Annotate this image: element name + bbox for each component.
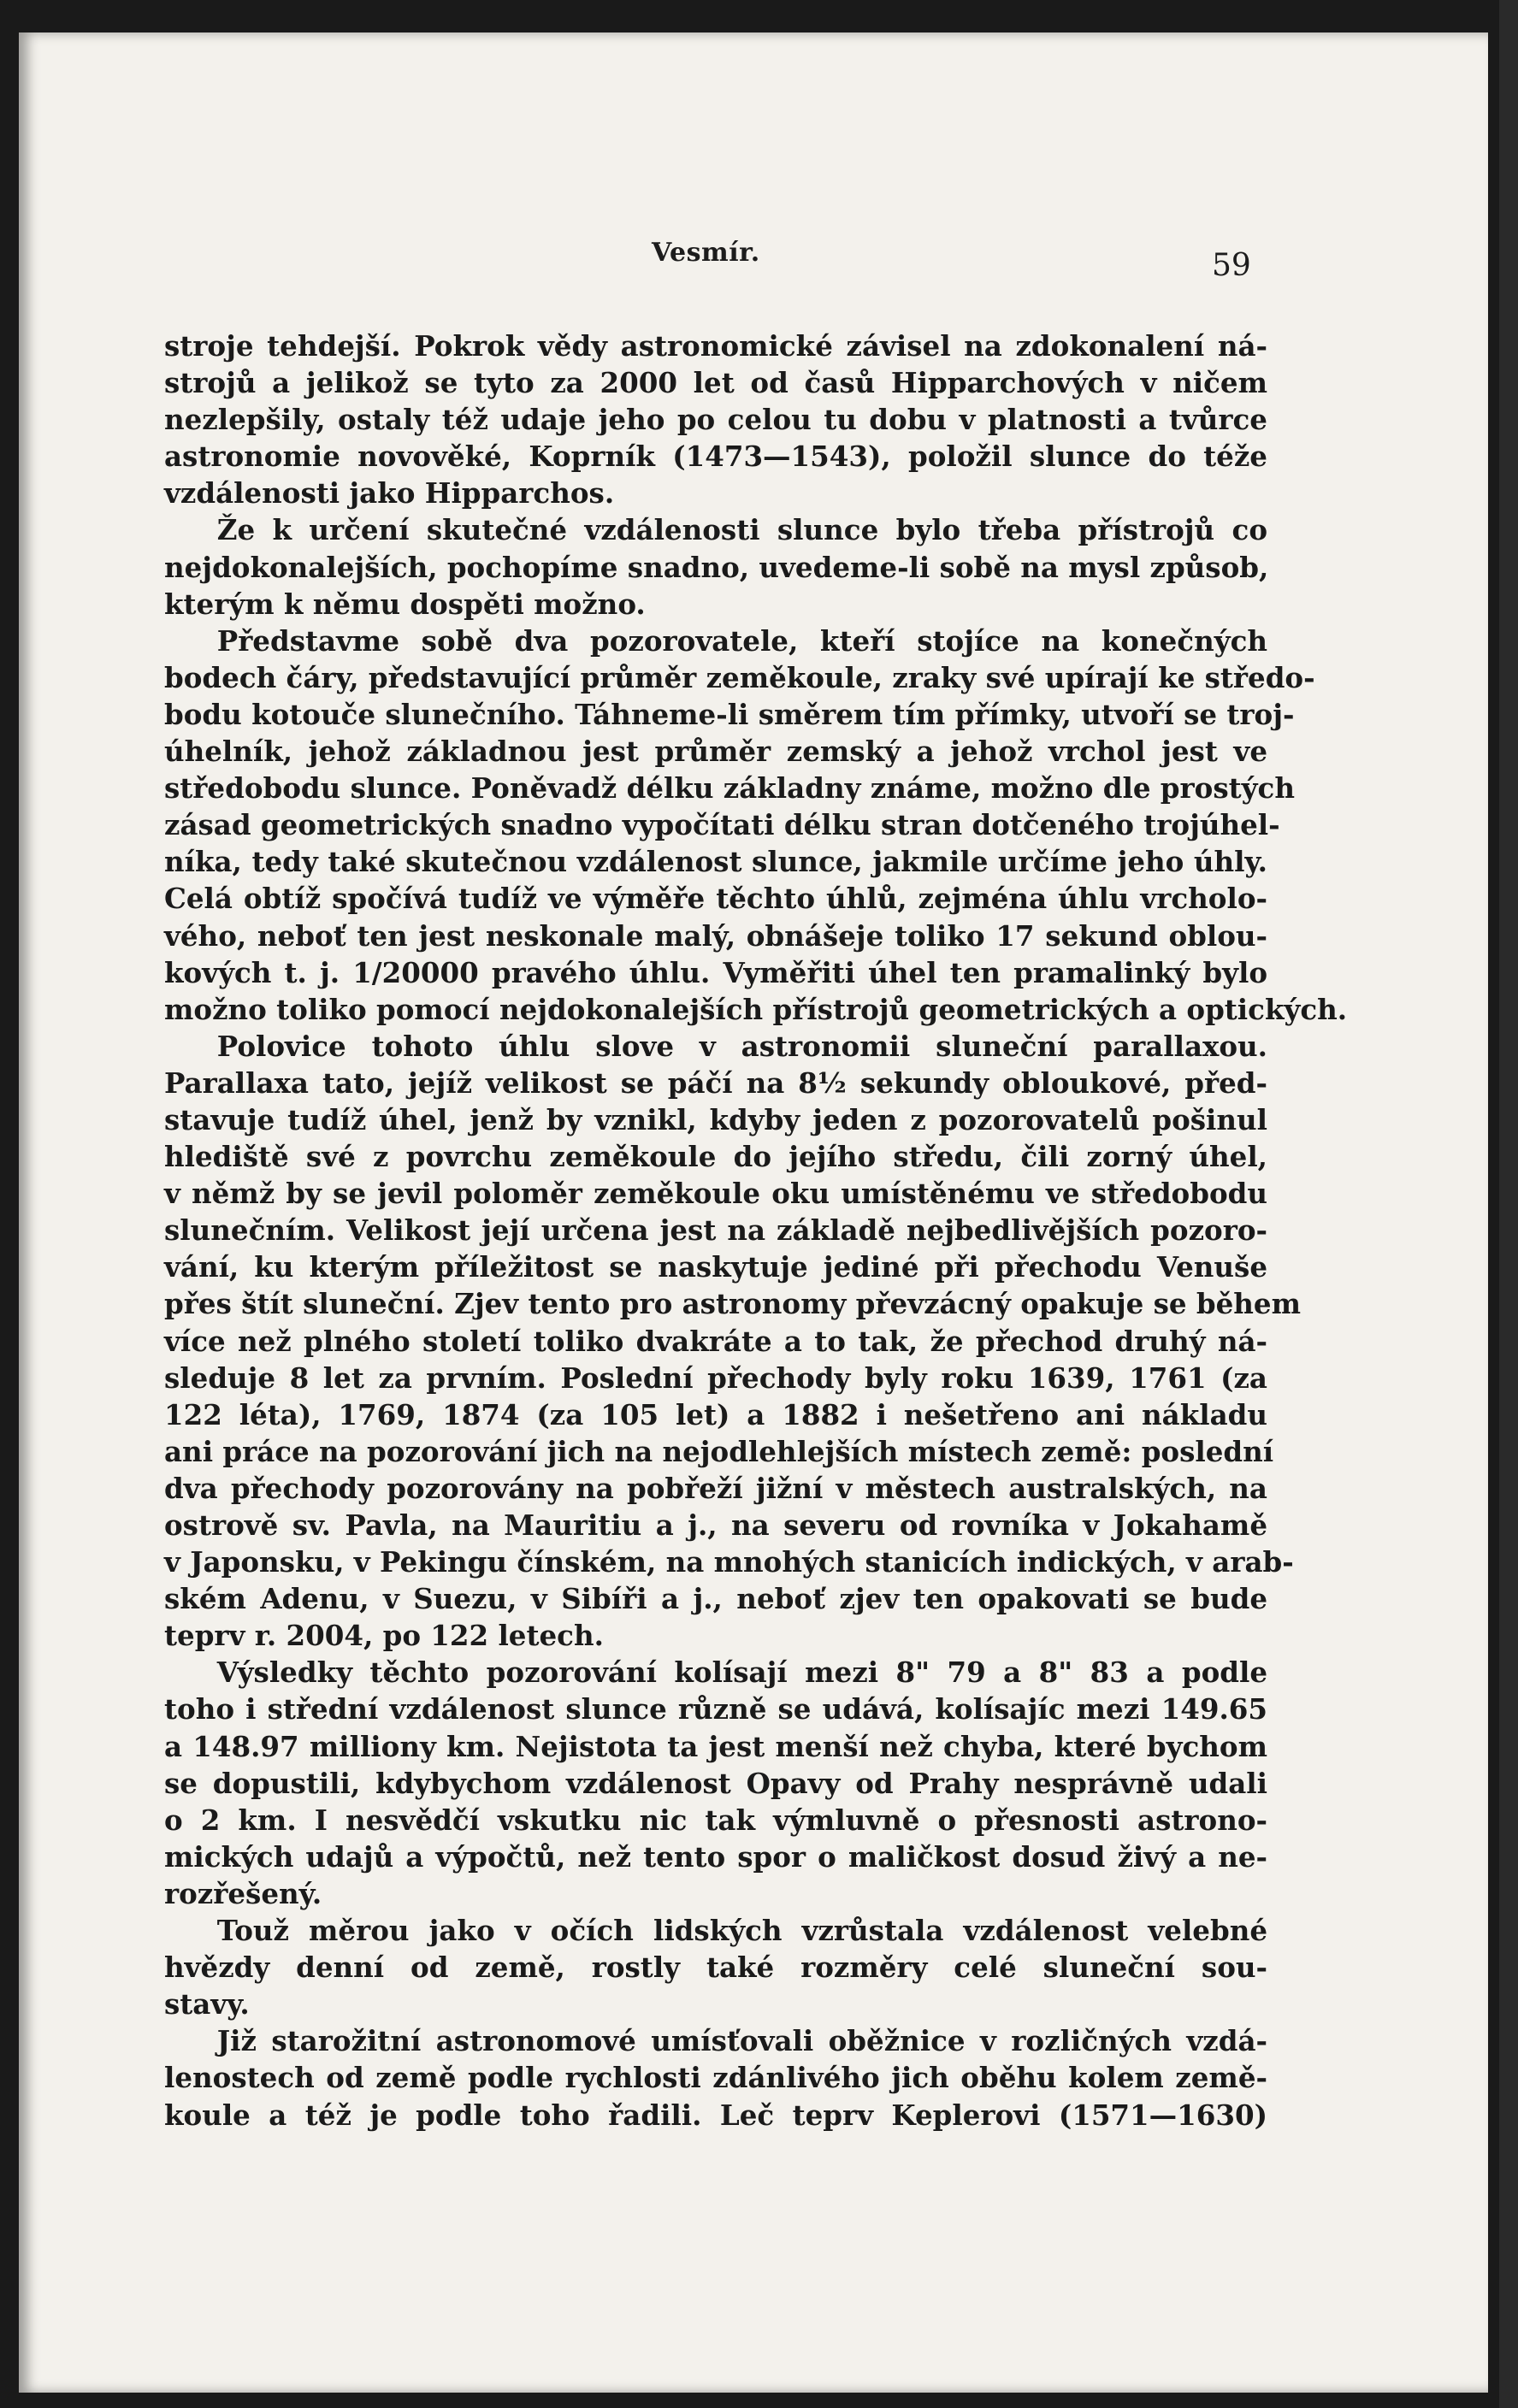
text-line: Polovice tohoto úhlu slove v astronomii sluneční parallaxou. bbox=[216, 1029, 1267, 1063]
text-line: bodech čáry, představující průměr zeměkoule, zraky své upírají ke středo- bbox=[164, 660, 1315, 694]
text-line: o 2 km. I nesvědčí vskutku nic tak výmluvně o přesnosti astrono- bbox=[164, 1803, 1267, 1837]
text-line: 122 léta), 1769, 1874 (za 105 let) a 1882 i nešetřeno ani nákladu bbox=[164, 1397, 1267, 1431]
text-line: hvězdy denní od země, rostly také rozměry celé sluneční sou- bbox=[164, 1951, 1267, 1985]
text-line: dva přechody pozorovány na pobřeží jižní v městech australských, na bbox=[164, 1471, 1267, 1505]
text-line: teprv r. 2004, po 122 letech. bbox=[164, 1619, 604, 1653]
text-line: kových t. j. 1/20000 pravého úhlu. Vyměřiti úhel ten pramalinký bylo bbox=[164, 955, 1267, 989]
text-line: bodu kotouče slunečního. Táhneme-li směrem tím přímky, utvoří se troj- bbox=[164, 697, 1295, 731]
text-line: přes štít sluneční. Zjev tento pro astronomy převzácný opakuje se během bbox=[164, 1287, 1301, 1321]
text-line: Že k určení skutečné vzdálenosti slunce bylo třeba přístrojů co bbox=[216, 513, 1267, 547]
text-line: nezlepšily, ostaly též udaje jeho po celou tu dobu v platnosti a tvůrce bbox=[164, 403, 1267, 437]
running-title: Vesmír. bbox=[652, 238, 760, 268]
text-line: níka, tedy také skutečnou vzdálenost slunce, jakmile určíme jeho úhly. bbox=[164, 845, 1267, 879]
text-line: vání, ku kterým příležitost se naskytuje jediné při přechodu Venuše bbox=[164, 1250, 1267, 1284]
text-line: toho i střední vzdálenost slunce různě se udává, kolísajíc mezi 149.65 bbox=[164, 1692, 1267, 1726]
text-line: vzdálenosti jako Hipparchos. bbox=[164, 476, 615, 511]
book-page bbox=[19, 32, 1488, 2393]
text-line: hlediště své z povrchu zeměkoule do jejího středu, čili zorný úhel, bbox=[164, 1140, 1267, 1174]
text-line: Touž měrou jako v očích lidských vzrůstala vzdálenost velebné bbox=[216, 1914, 1267, 1948]
page-header bbox=[19, 238, 1488, 283]
text-line: možno toliko pomocí nejdokonalejších přístrojů geometrických a optických. bbox=[164, 992, 1348, 1026]
text-line: lenostech od země podle rychlosti zdánlivého jich oběhu kolem země- bbox=[164, 2061, 1267, 2095]
text-line: ském Adenu, v Suezu, v Sibíři a j., neboť zjev ten opakovati se bude bbox=[164, 1582, 1267, 1616]
text-line: Celá obtíž spočívá tudíž ve výměře těchto úhlů, zejména úhlu vrcholo- bbox=[164, 882, 1267, 916]
text-line: stroje tehdejší. Pokrok vědy astronomické závisel na zdokonalení ná- bbox=[164, 329, 1267, 363]
text-line: zásad geometrických snadno vypočítati délku stran dotčeného trojúhel- bbox=[164, 808, 1280, 842]
text-line: Výsledky těchto pozorování kolísají mezi 8" 79 a 8" 83 a podle bbox=[216, 1656, 1267, 1690]
text-line: vého, neboť ten jest neskonale malý, obnášeje toliko 17 sekund oblou- bbox=[164, 918, 1267, 953]
text-line: nejdokonalejších, pochopíme snadno, uvedeme-li sobě na mysl způsob, bbox=[164, 550, 1269, 584]
text-line: strojů a jelikož se tyto za 2000 let od časů Hipparchových v ničem bbox=[164, 366, 1267, 400]
text-line: astronomie novověké, Koprník (1473—1543), položil slunce do téže bbox=[164, 440, 1267, 474]
text-line: kterým k němu dospěti možno. bbox=[164, 587, 646, 621]
text-line: ostrově sv. Pavla, na Mauritiu a j., na severu od rovníka v Jokahamě bbox=[164, 1508, 1267, 1542]
text-line: se dopustili, kdybychom vzdálenost Opavy od Prahy nesprávně udali bbox=[164, 1766, 1267, 1800]
text-line: úhelník, jehož základnou jest průměr zemský a jehož vrchol jest ve bbox=[164, 735, 1267, 769]
text-line: ani práce na pozorování jich na nejodlehlejších místech země: poslední bbox=[164, 1434, 1274, 1468]
text-line: mických udajů a výpočtů, než tento spor o maličkost dosud živý a ne- bbox=[164, 1839, 1267, 1874]
text-line: Již starožitní astronomové umísťovali oběžnice v rozličných vzdá- bbox=[216, 2024, 1267, 2058]
body-text bbox=[164, 328, 1348, 2134]
text-line: v Japonsku, v Pekingu čínském, na mnohých stanicích indických, v arab- bbox=[164, 1545, 1294, 1579]
scan-edge bbox=[1499, 0, 1518, 2408]
text-line: stavuje tudíž úhel, jenž by vznikl, kdyby jeden z pozorovatelů pošinul bbox=[164, 1102, 1267, 1136]
text-line: Představme sobě dva pozorovatele, kteří stojíce na konečných bbox=[216, 623, 1267, 658]
text-line: koule a též je podle toho řadili. Leč teprv Keplerovi (1571—1630) bbox=[164, 2098, 1267, 2132]
text-line: v němž by se jevil poloměr zeměkoule oku umístěnému ve středobodu bbox=[164, 1177, 1267, 1211]
page-number: 59 bbox=[1212, 248, 1251, 283]
text-line: sleduje 8 let za prvním. Poslední přechody byly roku 1639, 1761 (za bbox=[164, 1360, 1267, 1395]
text-line: středobodu slunce. Poněvadž délku základny známe, možno dle prostých bbox=[164, 771, 1295, 806]
text-line: slunečním. Velikost její určena jest na základě nejbedlivějších pozoro- bbox=[164, 1213, 1267, 1248]
text-line: rozřešený. bbox=[164, 1876, 322, 1910]
text-line: více než plného století toliko dvakráte a to tak, že přechod druhý ná- bbox=[164, 1324, 1267, 1358]
text-line: a 148.97 milliony km. Nejistota ta jest menší než chyba, které bychom bbox=[164, 1729, 1267, 1763]
text-line: Parallaxa tato, jejíž velikost se páčí na 8½ sekundy obloukové, před- bbox=[164, 1065, 1267, 1100]
text-line: stavy. bbox=[164, 1987, 250, 2021]
